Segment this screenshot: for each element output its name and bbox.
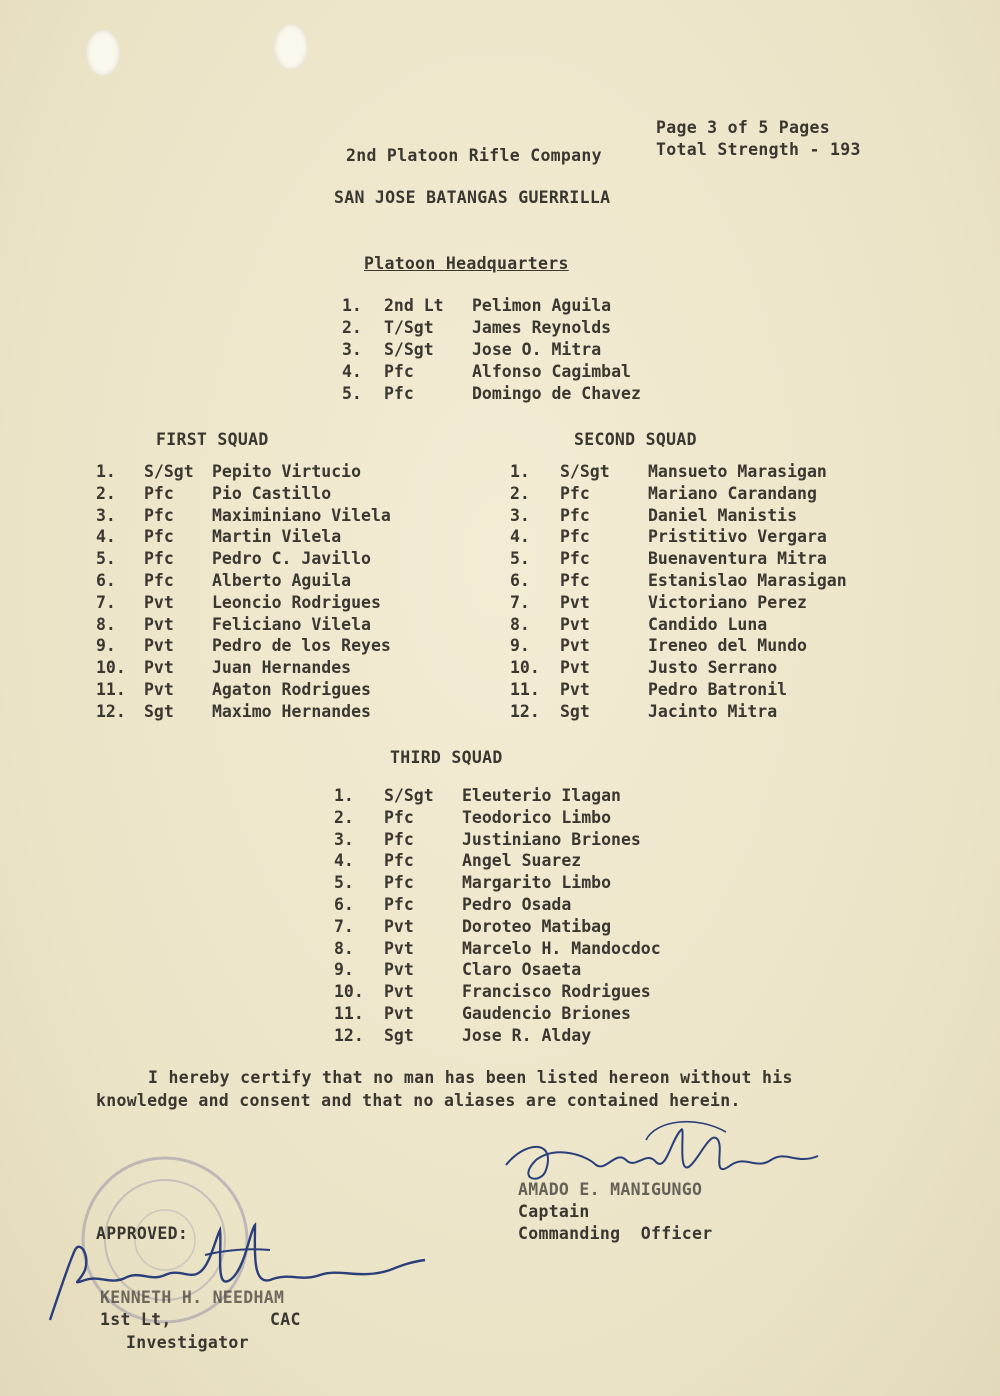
row-number: 1. — [96, 462, 116, 481]
row-number: 2. — [510, 483, 530, 503]
row-rank: S/Sgt — [384, 786, 434, 805]
row-number: 7. — [96, 592, 116, 612]
investigator-branch: CAC — [270, 1310, 301, 1329]
row-number: 9. — [96, 636, 116, 656]
row-name: Marcelo H. Mandocdoc — [462, 938, 661, 958]
approved-label: APPROVED: — [96, 1224, 189, 1243]
row-rank: Pvt — [384, 1004, 414, 1023]
row-name: Mansueto Marasigan — [648, 462, 827, 481]
row-rank: Pvt — [384, 938, 414, 958]
row-name: Victoriano Perez — [648, 592, 807, 612]
row-rank: Pvt — [560, 614, 590, 634]
investigator-signature — [30, 1210, 430, 1330]
row-number: 6. — [334, 895, 354, 914]
row-rank: Pfc — [384, 829, 414, 849]
row-name: Margarito Limbo — [462, 873, 612, 893]
second-squad-title: SECOND SQUAD — [574, 430, 697, 449]
row-name: Maximo Hernandes — [212, 701, 371, 721]
row-name: Daniel Manistis — [648, 505, 798, 525]
row-rank: Pfc — [384, 895, 414, 914]
row-rank: Pfc — [560, 505, 590, 525]
row-name: Leoncio Rodrigues — [212, 592, 381, 612]
row-number: 5. — [334, 873, 354, 893]
row-name: Juan Hernandes — [212, 658, 352, 678]
row-name: Buenaventura Mitra — [648, 549, 827, 569]
third-squad-title: THIRD SQUAD — [390, 748, 503, 767]
row-name: Jose R. Alday — [462, 1025, 592, 1045]
row-number: 8. — [96, 614, 116, 634]
row-number: 1. — [510, 462, 530, 481]
row-number: 4. — [342, 362, 362, 381]
page-number: Page 3 of 5 Pages — [656, 118, 830, 137]
row-number: 2. — [96, 483, 116, 503]
row-number: 5. — [342, 384, 362, 403]
commanding-officer-name: AMADO E. MANIGUNGO — [518, 1180, 703, 1199]
row-rank: Pfc — [384, 362, 414, 381]
row-name: Angel Suarez — [462, 851, 582, 871]
total-strength: Total Strength - 193 — [656, 140, 861, 159]
row-name: Alfonso Cagimbal — [472, 362, 631, 381]
row-number: 2. — [334, 807, 354, 827]
row-name: Jacinto Mitra — [648, 701, 778, 721]
row-rank: Pfc — [560, 527, 590, 547]
row-name: Pristitivo Vergara — [648, 527, 827, 547]
row-number: 3. — [334, 829, 354, 849]
row-rank: Pvt — [384, 982, 414, 1002]
row-name: Alberto Aguila — [212, 571, 352, 590]
row-name: Eleuterio Ilagan — [462, 786, 621, 805]
row-rank: Pvt — [384, 960, 414, 980]
row-rank: S/Sgt — [144, 462, 194, 481]
row-number: 10. — [96, 658, 126, 678]
row-number: 6. — [510, 571, 530, 590]
investigator-name: KENNETH H. NEEDHAM — [100, 1288, 285, 1307]
row-rank: Pfc — [144, 483, 174, 503]
row-name: Agaton Rodrigues — [212, 680, 371, 699]
row-number: 4. — [96, 527, 116, 547]
row-rank: Pvt — [560, 592, 590, 612]
row-rank: Pvt — [144, 636, 174, 656]
row-name: Pedro C. Javillo — [212, 549, 371, 569]
row-rank: Pfc — [560, 483, 590, 503]
row-number: 9. — [510, 636, 530, 656]
row-rank: Sgt — [560, 701, 590, 721]
row-number: 11. — [96, 680, 126, 699]
row-rank: Pfc — [144, 571, 174, 590]
commanding-officer-signature — [496, 1110, 826, 1200]
row-rank: S/Sgt — [560, 462, 610, 481]
row-number: 3. — [342, 340, 362, 359]
investigator-title: Investigator — [126, 1333, 249, 1352]
row-rank: T/Sgt — [384, 318, 434, 337]
row-name: Pedro Batronil — [648, 680, 788, 699]
row-name: Doroteo Matibag — [462, 916, 612, 936]
row-number: 12. — [510, 701, 540, 721]
row-number: 5. — [96, 549, 116, 569]
row-rank: Pvt — [144, 680, 174, 699]
row-number: 10. — [510, 658, 540, 678]
row-number: 11. — [334, 1004, 364, 1023]
certification-line-1: I hereby certify that no man has been listed hereon without his — [148, 1068, 793, 1087]
row-name: Teodorico Limbo — [462, 807, 612, 827]
row-number: 3. — [510, 505, 530, 525]
row-rank: Sgt — [144, 701, 174, 721]
row-rank: Pfc — [144, 549, 174, 569]
row-name: Pedro Osada — [462, 895, 572, 914]
row-number: 1. — [334, 786, 354, 805]
row-name: Ireneo del Mundo — [648, 636, 807, 656]
row-number: 6. — [96, 571, 116, 590]
row-rank: Pvt — [144, 658, 174, 678]
unit-title: 2nd Platoon Rifle Company — [346, 146, 602, 165]
row-number: 2. — [342, 318, 362, 337]
row-number: 8. — [334, 938, 354, 958]
row-rank: Pvt — [144, 592, 174, 612]
row-number: 3. — [96, 505, 116, 525]
row-name: Pelimon Aguila — [472, 296, 612, 315]
row-name: Pedro de los Reyes — [212, 636, 391, 656]
row-number: 1. — [342, 296, 362, 315]
row-rank: Pfc — [144, 527, 174, 547]
row-rank: S/Sgt — [384, 340, 434, 359]
hq-title: Platoon Headquarters — [364, 254, 569, 273]
row-name: Mariano Carandang — [648, 483, 817, 503]
punch-hole — [274, 24, 308, 70]
row-rank: Pfc — [384, 873, 414, 893]
row-rank: Pfc — [144, 505, 174, 525]
row-name: Feliciano Vilela — [212, 614, 371, 634]
row-number: 12. — [334, 1025, 364, 1045]
row-number: 11. — [510, 680, 540, 699]
row-number: 9. — [334, 960, 354, 980]
row-number: 8. — [510, 614, 530, 634]
row-rank: Pfc — [560, 549, 590, 569]
row-name: Candido Luna — [648, 614, 768, 634]
row-name: Justo Serrano — [648, 658, 778, 678]
row-rank: Pfc — [384, 384, 414, 403]
organization-title: SAN JOSE BATANGAS GUERRILLA — [334, 188, 611, 207]
punch-hole — [86, 30, 120, 76]
investigator-rank: 1st Lt, — [100, 1310, 172, 1329]
row-name: Claro Osaeta — [462, 960, 582, 980]
row-rank: Pvt — [384, 916, 414, 936]
certification-line-2: knowledge and consent and that no aliases are contained herein. — [96, 1091, 741, 1110]
row-name: Gaudencio Briones — [462, 1004, 631, 1023]
row-number: 5. — [510, 549, 530, 569]
row-rank: 2nd Lt — [384, 296, 444, 315]
row-name: Justiniano Briones — [462, 829, 641, 849]
row-name: Francisco Rodrigues — [462, 982, 651, 1002]
row-name: Pio Castillo — [212, 483, 332, 503]
row-name: Estanislao Marasigan — [648, 571, 847, 590]
row-number: 12. — [96, 701, 126, 721]
row-number: 10. — [334, 982, 364, 1002]
row-name: Jose O. Mitra — [472, 340, 602, 359]
row-rank: Pvt — [560, 680, 590, 699]
row-rank: Pfc — [384, 851, 414, 871]
row-number: 4. — [510, 527, 530, 547]
row-rank: Pvt — [144, 614, 174, 634]
row-name: James Reynolds — [472, 318, 612, 337]
row-number: 7. — [334, 916, 354, 936]
row-number: 7. — [510, 592, 530, 612]
row-name: Pepito Virtucio — [212, 462, 362, 481]
row-rank: Pvt — [560, 658, 590, 678]
row-rank: Pvt — [560, 636, 590, 656]
row-name: Martin Vilela — [212, 527, 342, 547]
row-name: Maximiniano Vilela — [212, 505, 391, 525]
row-rank: Pfc — [560, 571, 590, 590]
first-squad-title: FIRST SQUAD — [156, 430, 269, 449]
commanding-officer-title: Commanding Officer — [518, 1224, 713, 1243]
row-rank: Pfc — [384, 807, 414, 827]
row-number: 4. — [334, 851, 354, 871]
row-rank: Sgt — [384, 1025, 414, 1045]
commanding-officer-rank: Captain — [518, 1202, 590, 1221]
row-name: Domingo de Chavez — [472, 384, 641, 403]
